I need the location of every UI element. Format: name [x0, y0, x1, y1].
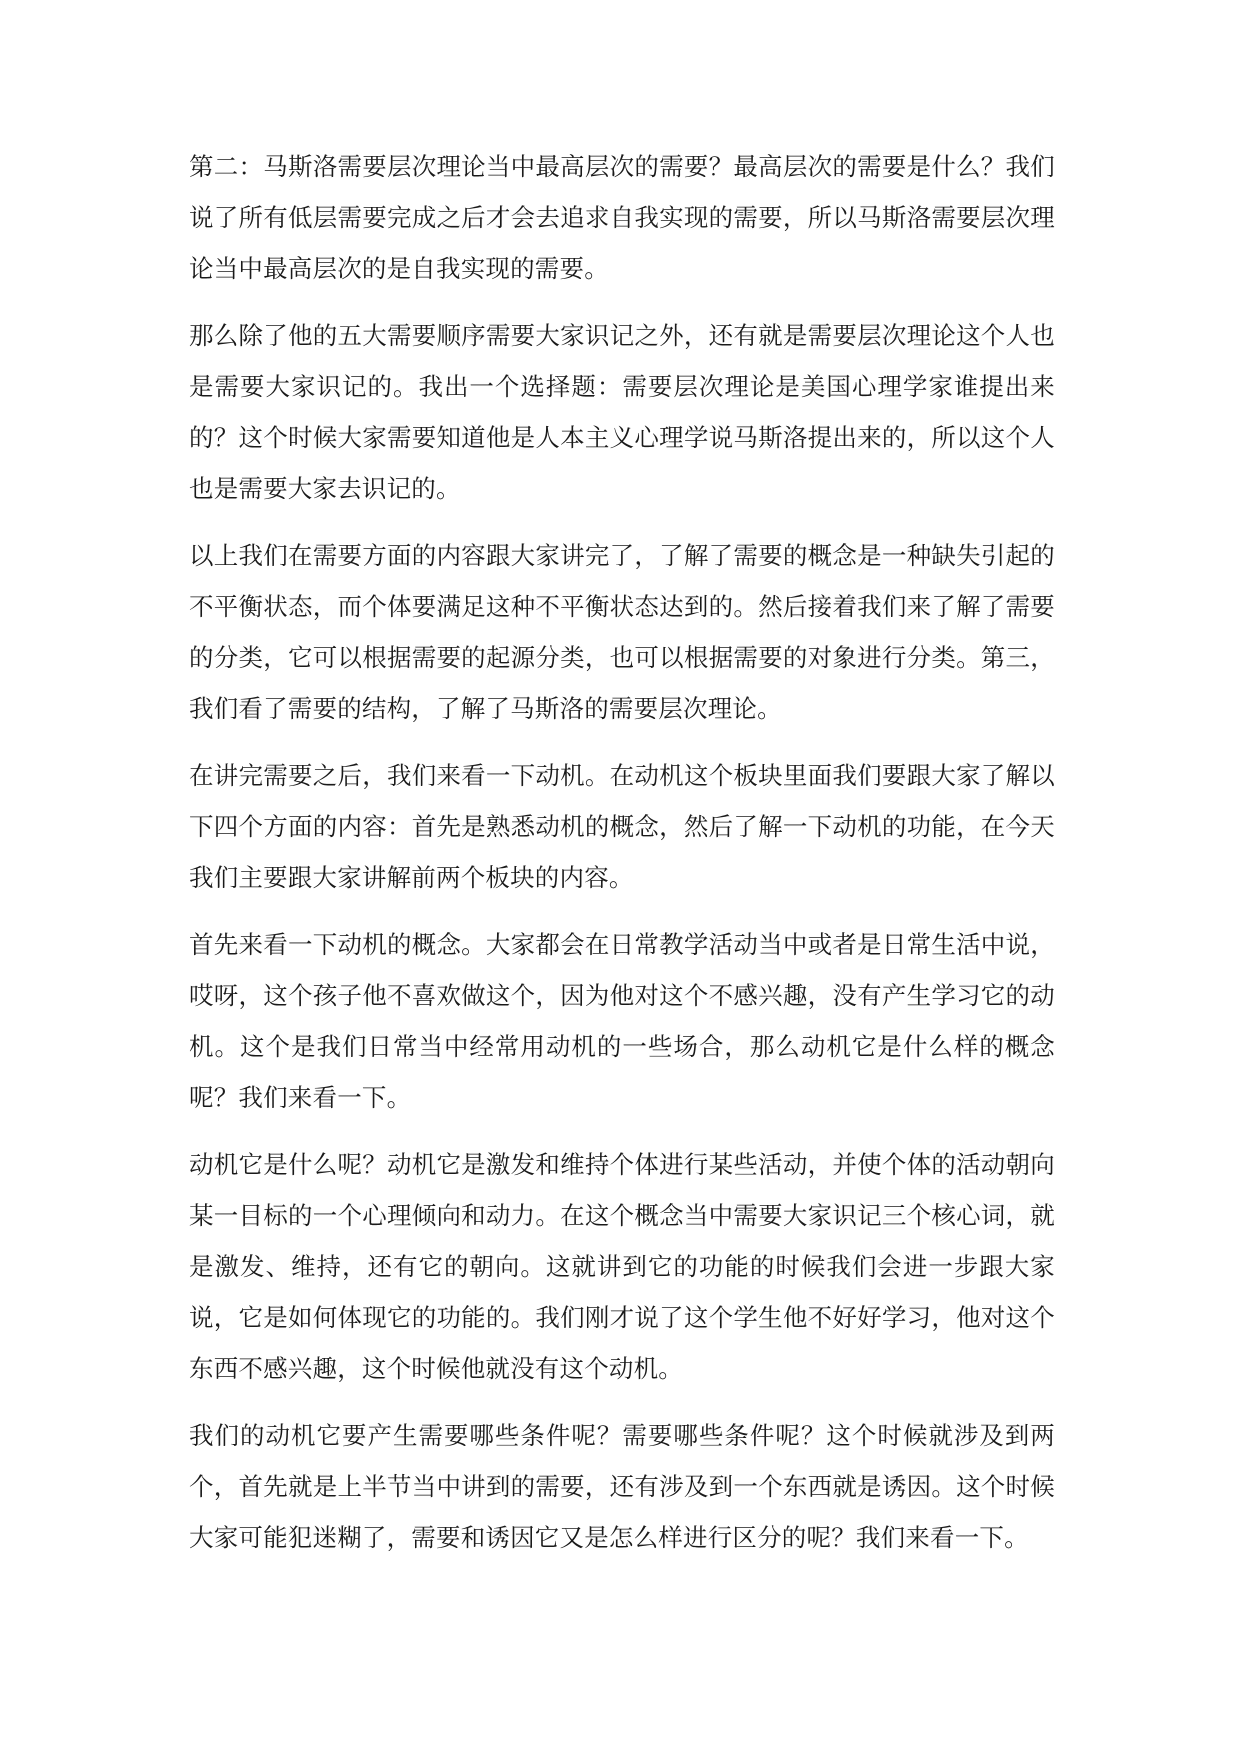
document-body [189, 141, 1055, 1579]
paragraph-4: 在讲完需要之后，我们来看一下动机。在动机这个板块里面我们要跟大家了解以下四个方面的内容：首先是熟悉动机的概念，然后了解一下动机的功能，在今天我们主要跟大家讲解前两个板块的内容。 [189, 761, 1055, 892]
paragraph-1: 第二：马斯洛需要层次理论当中最高层次的需要？最高层次的需要是什么？我们说了所有低层需要完成之后才会去追求自我实现的需要，所以马斯洛需要层次理论当中最高层次的是自我实现的需要。 [189, 152, 1055, 283]
paragraph-3: 以上我们在需要方面的内容跟大家讲完了，了解了需要的概念是一种缺失引起的不平衡状态，而个体要满足这种不平衡状态达到的。然后接着我们来了解了需要的分类，它可以根据需要的起源分类，也可以根据需要的对象进行分类。第三，我们看了需要的结构，了解了马斯洛的需要层次理论。 [189, 541, 1055, 723]
paragraph-6: 动机它是什么呢？动机它是激发和维持个体进行某些活动，并使个体的活动朝向某一目标的一个心理倾向和动力。在这个概念当中需要大家识记三个核心词，就是激发、维持，还有它的朝向。这就讲到它的功能的时候我们会进一步跟大家说，它是如何体现它的功能的。我们刚才说了这个学生他不好好学习，他对这个东西不感兴趣，这个时候他就没有这个动机。 [189, 1150, 1055, 1383]
paragraph-5: 首先来看一下动机的概念。大家都会在日常教学活动当中或者是日常生活中说，哎呀，这个孩子他不喜欢做这个，因为他对这个不感兴趣，没有产生学习它的动机。这个是我们日常当中经常用动机的一些场合，那么动机它是什么样的概念呢？我们来看一下。 [189, 930, 1055, 1112]
paragraph-2: 那么除了他的五大需要顺序需要大家识记之外，还有就是需要层次理论这个人也是需要大家识记的。我出一个选择题：需要层次理论是美国心理学家谁提出来的？这个时候大家需要知道他是人本主义心理学说马斯洛提出来的，所以这个人也是需要大家去识记的。 [189, 321, 1055, 503]
paragraph-7: 我们的动机它要产生需要哪些条件呢？需要哪些条件呢？这个时候就涉及到两个，首先就是上半节当中讲到的需要，还有涉及到一个东西就是诱因。这个时候大家可能犯迷糊了，需要和诱因它又是怎么样进行区分的呢？我们来看一下。 [189, 1421, 1055, 1552]
